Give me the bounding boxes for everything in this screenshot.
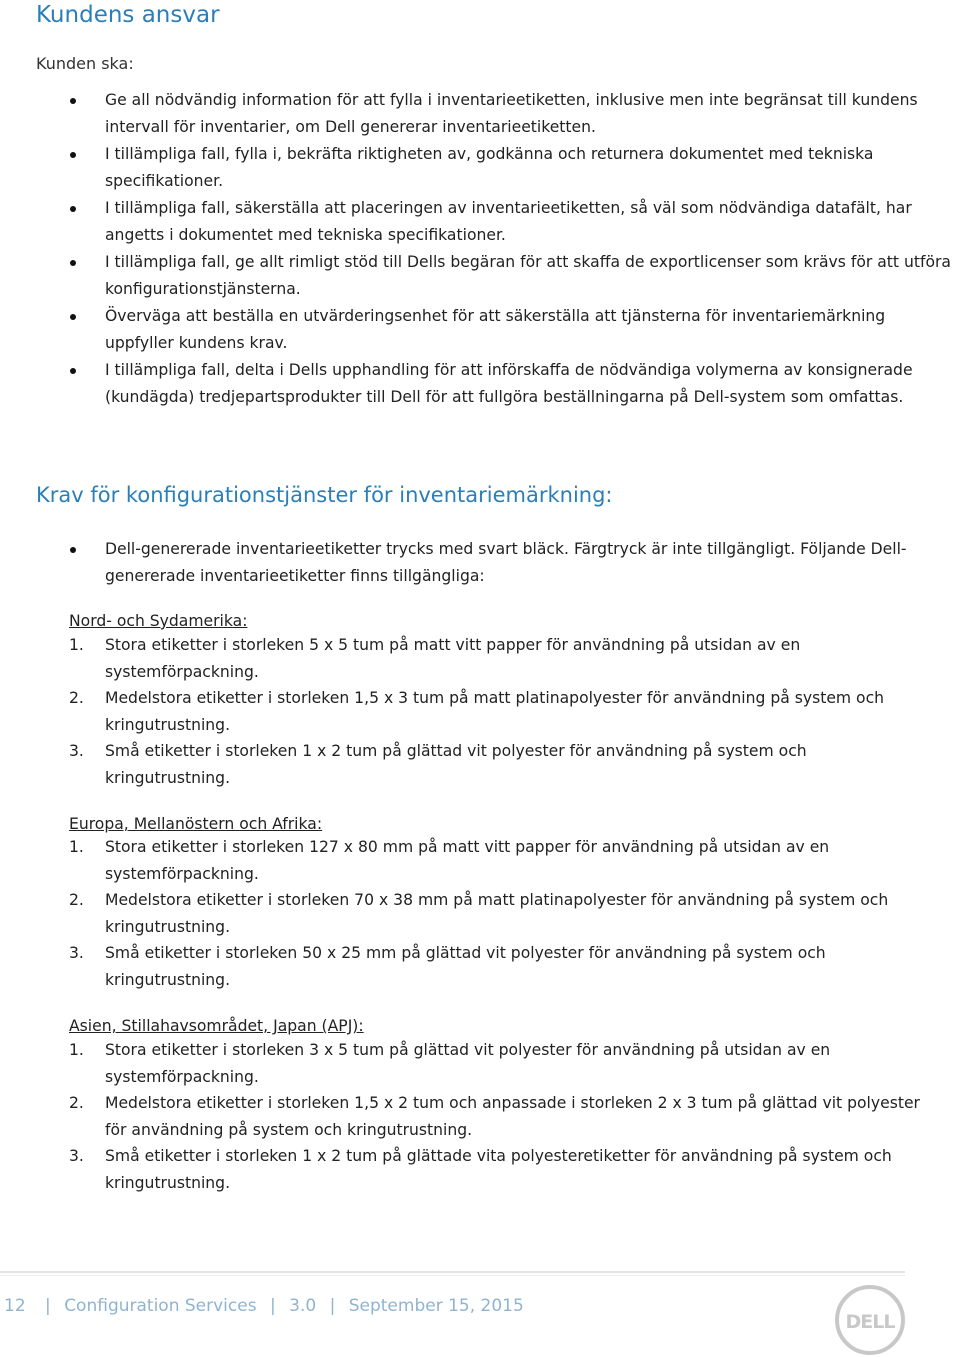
document-date: September 15, 2015 — [348, 1296, 524, 1316]
list-item: 1. Stora etiketter i storleken 5 x 5 tum på matt vitt papper för användning på utsidan av en systemförpackning. — [69, 636, 801, 681]
americas-label-list — [0, 632, 960, 791]
list-item: 3. Små etiketter i storleken 1 x 2 tum på glättad vit polyester för användning på system och kringutrustning. — [69, 742, 807, 787]
list-item: Överväga att beställa en utvärderingsenhet för att säkerställa att tjänsterna för inventariemärkning uppfyller kundens krav. — [0, 303, 960, 357]
list-item: 2. Medelstora etiketter i storleken 1,5 x 3 tum på matt platinapolyester för användning på system och kringutrustning. — [69, 689, 885, 734]
list-item: 1. Stora etiketter i storleken 3 x 5 tum på glättad vit polyester för användning på utsidan av en systemförpackning. — [69, 1041, 831, 1086]
list-item: 3. Små etiketter i storleken 1 x 2 tum på glättade vita polyesteretiketter för användning på system och kringutrustning. — [69, 1147, 892, 1192]
section-heading-customer-responsibility: Kundens ansvar — [36, 2, 220, 28]
list-item: 2. Medelstora etiketter i storleken 1,5 x 2 tum och anpassade i storleken 2 x 3 tum på glättad vit polyester för användning på system och kringutrustning. — [69, 1094, 920, 1139]
region-title-emea: Europa, Mellanöstern och Afrika: — [69, 815, 323, 833]
bullet-icon — [70, 260, 76, 266]
intro-text: Kunden ska: — [36, 54, 134, 73]
region-title-americas: Nord- och Sydamerika: — [69, 612, 248, 630]
section-heading-asset-tag-requirements: Krav för konfigurationstjänster för inventariemärkning: — [36, 483, 613, 507]
dell-logo-icon — [834, 1284, 906, 1356]
list-item: I tillämpliga fall, säkerställa att placeringen av inventarieetiketten, så väl som nödvändiga datafält, har angetts i dokumentet med tekniska specifikationer. — [0, 195, 960, 249]
bullet-icon — [70, 206, 76, 212]
list-item: I tillämpliga fall, ge allt rimligt stöd till Dells begäran för att skaffa de exportlicenser som krävs för att utföra konfigurationstjänsterna. — [0, 249, 960, 303]
page-number: 12 — [4, 1296, 26, 1316]
bullet-icon — [70, 152, 76, 158]
bullet-icon — [70, 368, 76, 374]
page-footer — [4, 1296, 524, 1316]
list-item: Dell-genererade inventarieetiketter trycks med svart bläck. Färgtryck är inte tillgängligt. Följande Dell-genererade inventarieetiketter finns tillgängliga: — [0, 536, 960, 590]
apj-label-list — [0, 1037, 960, 1196]
list-item: 3. Små etiketter i storleken 50 x 25 mm på glättad vit polyester för användning på system och kringutrustning. — [69, 944, 826, 989]
list-item: I tillämpliga fall, fylla i, bekräfta riktigheten av, godkänna och returnera dokumentet med tekniska specifikationer. — [0, 141, 960, 195]
footer-divider-secondary — [0, 1275, 905, 1276]
list-item: Ge all nödvändig information för att fylla i inventarieetiketten, inklusive men inte begränsat till kundens intervall för inventarier, om Dell genererar inventarieetiketten. — [0, 87, 960, 141]
bullet-icon — [70, 98, 76, 104]
region-title-apj: Asien, Stillahavsområdet, Japan (APJ): — [69, 1017, 364, 1035]
list-item: I tillämpliga fall, delta i Dells upphandling för att införskaffa de nödvändiga volymerna av konsignerade (kundägda) tredjepartsprodukter till Dell för att fullgöra beställningarna på Dell-system som omfattas. — [0, 357, 960, 411]
list-item: 1. Stora etiketter i storleken 127 x 80 mm på matt vitt papper för användning på utsidan av en systemförpackning. — [69, 838, 830, 883]
dell-logo-text: DELL — [845, 1311, 895, 1333]
bullet-icon — [70, 314, 76, 320]
footer-separator: | — [45, 1296, 51, 1316]
footer-separator: | — [269, 1296, 276, 1316]
document-version: 3.0 — [289, 1296, 317, 1316]
list-item: 2. Medelstora etiketter i storleken 70 x 38 mm på matt platinapolyester för användning på system och kringutrustning. — [69, 891, 889, 936]
footer-separator: | — [329, 1296, 336, 1316]
emea-label-list — [0, 834, 960, 993]
document-title: Configuration Services — [64, 1296, 257, 1316]
requirements-list — [0, 536, 960, 590]
footer-divider — [0, 1271, 905, 1273]
responsibility-list — [0, 87, 960, 411]
bullet-icon — [70, 547, 76, 553]
